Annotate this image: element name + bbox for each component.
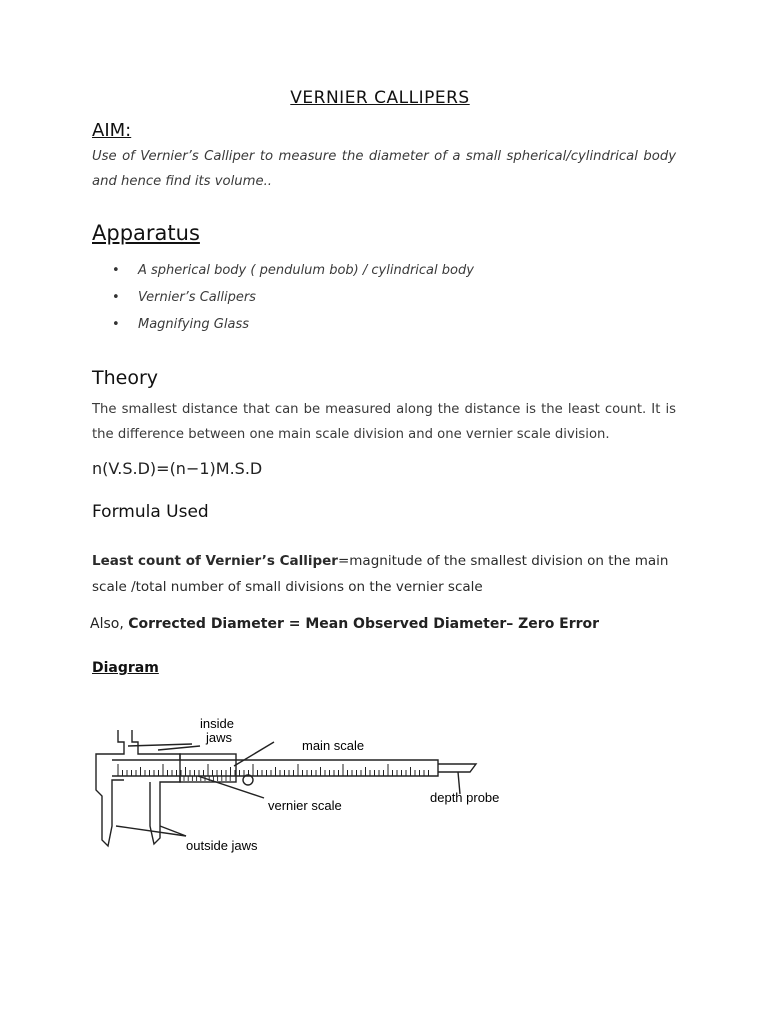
list-item: • Vernier’s Callipers [112,287,474,314]
also-prefix: Also, [90,616,129,632]
theory-equation: n(V.S.D)=(n−1)M.S.D [92,459,263,478]
bullet-icon: • [112,290,120,305]
bullet-icon: • [112,317,120,332]
depth-probe-label: depth probe [430,790,500,805]
least-count-label: Least count of Vernier’s Calliper [92,553,338,569]
apparatus-heading: Apparatus [92,221,200,245]
aim-text: Use of Vernier’s Calliper to measure the diameter of a small spherical/cylindrical body and hence find its volume.. [92,149,676,189]
inside-jaws-label-1: inside [200,716,234,731]
apparatus-list [112,260,474,341]
inside-jaws-leader-b [158,746,200,750]
least-count-formula [92,548,682,600]
main-scale-ticks [118,764,429,776]
inside-jaws-label-2: jaws [206,730,233,745]
corrected-diameter-formula [90,616,599,632]
main-scale-label: main scale [302,738,365,753]
list-item: • Magnifying Glass [112,314,474,341]
least-count-definition: =magnitude of the smallest division on the main scale /total number of small divisions on the vernier scale [92,553,669,595]
zero-error-text: – Zero Error [506,616,600,632]
theory-text: The smallest distance that can be measured along the distance is the least count. It is the difference between one main scale division and one vernier scale division. [92,402,676,442]
diagram-heading: Diagram [92,660,159,676]
document-title: VERNIER CALLIPERS [290,88,470,108]
bullet-icon: • [112,263,120,278]
vernier-calliper-diagram [88,710,538,860]
vernier-scale-label: vernier scale [268,798,342,813]
aim-heading: AIM: [92,120,132,141]
vernier-scale-leader [198,776,264,798]
outside-jaws-label: outside jaws [186,838,258,853]
theory-heading: Theory [92,367,159,389]
fixed-jaw-outline [96,730,124,846]
main-scale-leader [234,742,274,766]
corrected-diameter-text: Corrected Diameter = Mean Observed Diameter [128,616,507,632]
depth-probe-shape [438,764,476,772]
list-item: • A spherical body ( pendulum bob) / cylindrical body [112,260,474,287]
formula-heading: Formula Used [92,502,209,522]
